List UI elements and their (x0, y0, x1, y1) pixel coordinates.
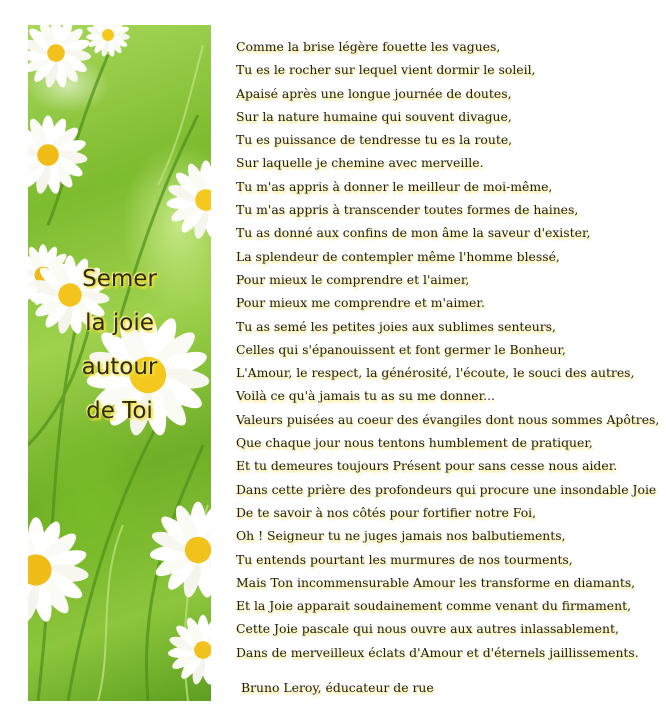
poem-line: Pour mieux me comprendre et m'aimer. (236, 295, 485, 311)
panel-title-line: autour (81, 354, 158, 380)
daisy-photo (28, 25, 211, 701)
poem-line: Voilà ce qu'à jamais tu as su me donner... (236, 388, 495, 404)
poem-line: Et la Joie apparait soudainement comme venant du firmament, (236, 598, 632, 614)
poem-line: Tu m'as appris à transcender toutes formes de haines, (236, 202, 579, 218)
poem-line: Tu entends pourtant les murmures de nos tourments, (236, 551, 573, 567)
poem-line: Mais Ton incommensurable Amour les transforme en diamants, (236, 574, 636, 590)
poem-line: Celles qui s'épanouissent et font germer le Bonheur, (236, 341, 566, 357)
panel-title-line: Semer (82, 266, 157, 292)
poem-line: Pour mieux le comprendre et l'aimer, (236, 271, 470, 287)
poem-line: Apaisé après une longue journée de doutes, (236, 85, 512, 101)
poem-line: De te savoir à nos côtés pour fortifier notre Foi, (236, 504, 537, 520)
author-signature: Bruno Leroy, éducateur de rue (241, 680, 434, 695)
poem-text (236, 35, 661, 664)
poem-line: Dans de merveilleux éclats d'Amour et d'éternels jaillissements. (236, 644, 639, 660)
poem-line: Et tu demeures toujours Présent pour sans cesse nous aider. (236, 458, 618, 474)
poem-line: Tu as semé les petites joies aux sublimes senteurs, (236, 318, 556, 334)
panel-title-line: de Toi (86, 398, 153, 424)
poem-line: Que chaque jour nous tentons humblement de pratiquer, (236, 435, 593, 451)
poem-line: Sur la nature humaine qui souvent divague, (236, 108, 512, 124)
poem-line: L'Amour, le respect, la générosité, l'écoute, le souci des autres, (236, 365, 635, 381)
poem-line: Comme la brise légère fouette les vagues, (236, 39, 501, 54)
poem-line: Tu m'as appris à donner le meilleur de moi-même, (236, 178, 553, 194)
poem-line: Tu es puissance de tendresse tu es la route, (236, 132, 513, 148)
poem-line: Tu as donné aux confins de mon âme la saveur d'exister, (236, 225, 591, 241)
poem-line: La splendeur de contempler même l'homme blessé, (236, 248, 560, 264)
poem-line: Oh ! Seigneur tu ne juges jamais nos balbutiements, (236, 528, 566, 544)
poem-line: Cette Joie pascale qui nous ouvre aux autres inlassablement, (236, 621, 619, 637)
panel-title-line: la joie (85, 310, 154, 336)
poem-line: Valeurs puisées au coeur des évangiles dont nous sommes Apôtres, (236, 411, 660, 427)
panel-title (28, 257, 211, 433)
poem-line: Sur laquelle je chemine avec merveille. (236, 155, 484, 171)
poem-line: Dans cette prière des profondeurs qui procure une insondable Joie (236, 481, 657, 497)
poem-line: Tu es le rocher sur lequel vient dormir le soleil, (236, 62, 536, 78)
